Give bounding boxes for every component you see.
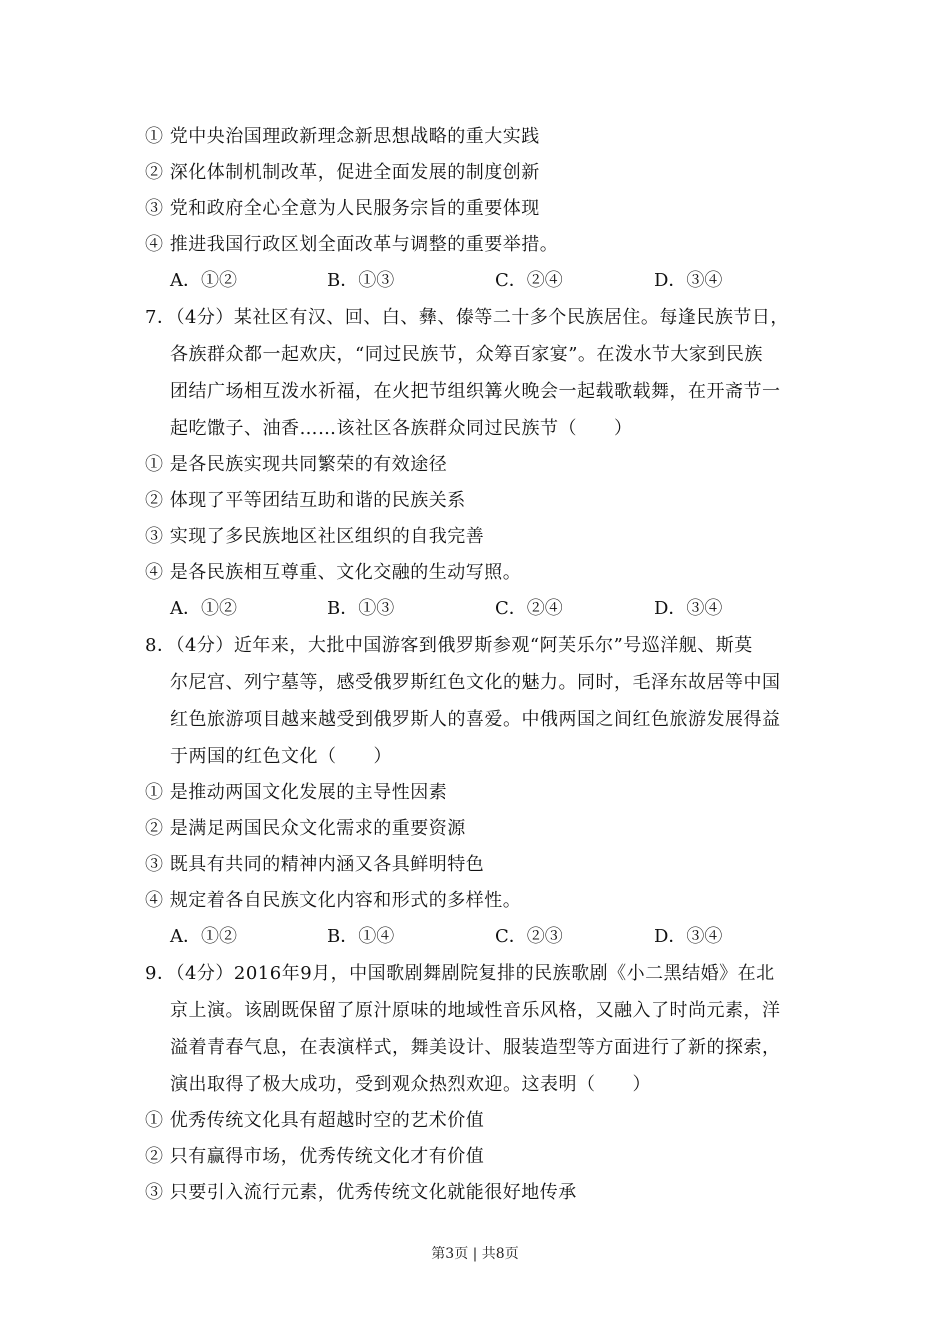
q8-option-4: ④ 规定着各自民族文化内容和形式的多样性。 <box>145 890 522 911</box>
q8-answer-b: B．①④ <box>327 926 395 947</box>
q9-stem-line-1: 9．（4分）2016年9月，中国歌剧舞剧院复排的民族歌剧《小二黑结婚》在北 <box>145 963 775 984</box>
q8-stem-line-1: 8．（4分）近年来，大批中国游客到俄罗斯参观“阿芙乐尔”号巡洋舰、斯莫 <box>145 635 753 656</box>
q7-stem-line-1: 7．（4分）某社区有汉、回、白、彝、傣等二十多个民族居住。每逢民族节日， <box>145 307 789 328</box>
q7-option-2: ② 体现了平等团结互助和谐的民族关系 <box>145 490 466 511</box>
q6-answer-b: B．①③ <box>327 270 395 291</box>
q6-answer-c: C．②④ <box>495 270 563 291</box>
page-footer: 第3页 | 共8页 <box>431 1246 519 1262</box>
q6-answer-a: A．①② <box>170 270 237 291</box>
q7-answer-b: B．①③ <box>327 598 395 619</box>
q8-answer-d: D．③④ <box>654 926 723 947</box>
q8-option-3: ③ 既具有共同的精神内涵又各具鲜明特色 <box>145 854 485 875</box>
q8-answer-c: C．②③ <box>495 926 563 947</box>
q7-answer-c: C．②④ <box>495 598 563 619</box>
q8-answer-a: A．①② <box>170 926 237 947</box>
q8-stem-line-4: 于两国的红色文化（ ） <box>170 746 392 767</box>
q6-option-1: ① 党中央治国理政新理念新思想战略的重大实践 <box>145 126 540 147</box>
q8-stem-line-2: 尔尼宫、列宁墓等，感受俄罗斯红色文化的魅力。同时，毛泽东故居等中国 <box>170 672 781 693</box>
q6-option-3: ③ 党和政府全心全意为人民服务宗旨的重要体现 <box>145 198 540 219</box>
q6-option-2: ② 深化体制机制改革，促进全面发展的制度创新 <box>145 162 540 183</box>
q8-stem-line-3: 红色旅游项目越来越受到俄罗斯人的喜爱。中俄两国之间红色旅游发展得益 <box>170 709 781 730</box>
q9-option-2: ② 只有赢得市场，优秀传统文化才有价值 <box>145 1146 485 1167</box>
q9-option-3: ③ 只要引入流行元素，优秀传统文化就能很好地传承 <box>145 1182 577 1203</box>
q7-option-3: ③ 实现了多民族地区社区组织的自我完善 <box>145 526 485 547</box>
q7-option-4: ④ 是各民族相互尊重、文化交融的生动写照。 <box>145 562 522 583</box>
q8-option-2: ② 是满足两国民众文化需求的重要资源 <box>145 818 466 839</box>
q6-option-4: ④ 推进我国行政区划全面改革与调整的重要举措。 <box>145 234 559 255</box>
q7-option-1: ① 是各民族实现共同繁荣的有效途径 <box>145 454 448 475</box>
q7-answer-d: D．③④ <box>654 598 723 619</box>
q7-stem-line-3: 团结广场相互泼水祈福，在火把节组织篝火晚会一起载歌载舞，在开斋节一 <box>170 381 781 402</box>
q8-option-1: ① 是推动两国文化发展的主导性因素 <box>145 782 448 803</box>
q9-option-1: ① 优秀传统文化具有超越时空的艺术价值 <box>145 1110 485 1131</box>
q9-stem-line-2: 京上演。该剧既保留了原汁原味的地域性音乐风格，又融入了时尚元素，洋 <box>170 1000 781 1021</box>
q7-stem-line-4: 起吃馓子、油香……该社区各族群众同过民族节（ ） <box>170 418 633 439</box>
q9-stem-line-4: 演出取得了极大成功，受到观众热烈欢迎。这表明（ ） <box>170 1074 651 1095</box>
q7-answer-a: A．①② <box>170 598 237 619</box>
q9-stem-line-3: 溢着青春气息，在表演样式，舞美设计、服装造型等方面进行了新的探索， <box>170 1037 781 1058</box>
q7-stem-line-2: 各族群众都一起欢庆，“同过民族节，众筹百家宴”。在泼水节大家到民族 <box>170 344 763 365</box>
q6-answer-d: D．③④ <box>654 270 723 291</box>
